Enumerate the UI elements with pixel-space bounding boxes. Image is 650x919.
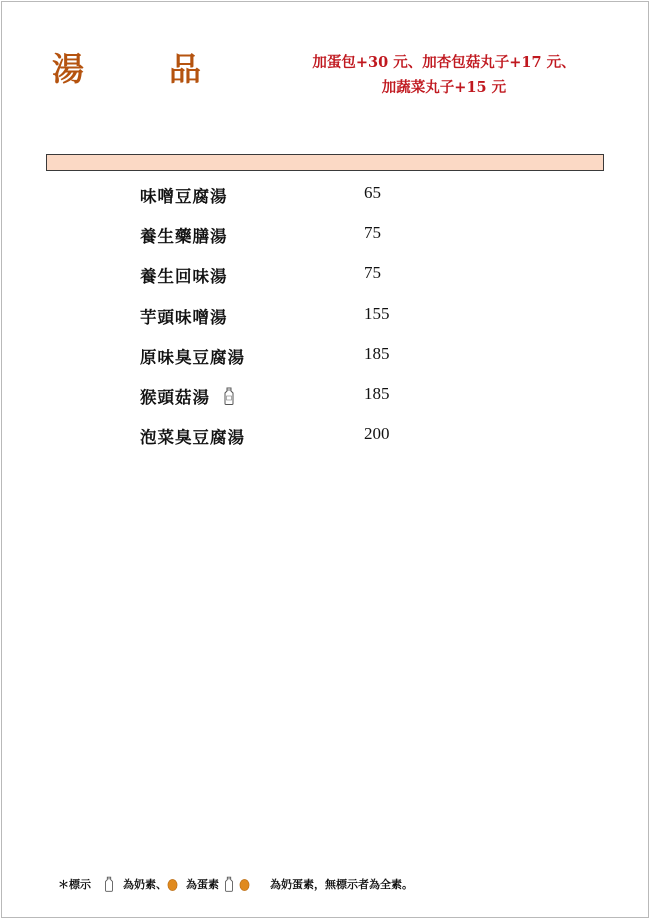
menu-item-price: 75 xyxy=(364,263,381,283)
menu-item xyxy=(140,421,500,461)
legend-suffix: 為奶蛋素，無標示者為全素。 xyxy=(270,878,413,891)
egg-icon xyxy=(167,878,178,891)
menu-list xyxy=(140,180,500,461)
title-char-2: 品 xyxy=(169,50,203,88)
menu-item-name: 養生藥膳湯 xyxy=(140,227,228,247)
menu-item-price: 155 xyxy=(364,303,390,323)
addon-line-2: 加蔬菜丸子+15 元 xyxy=(381,79,507,96)
menu-item xyxy=(140,301,500,341)
menu-item-name: 養生回味湯 xyxy=(140,267,228,287)
addon-notes xyxy=(288,50,600,100)
legend-milk-label: 為奶素、 xyxy=(123,878,167,891)
menu-item-price: 75 xyxy=(364,223,381,243)
menu-item-price: 65 xyxy=(364,183,381,202)
addon-line-1: 加蛋包+30 元、加杏包菇丸子+17 元、 xyxy=(312,54,576,71)
menu-item xyxy=(140,220,500,260)
menu-item-name-group xyxy=(140,384,236,408)
menu-item-name: 泡菜臭豆腐湯 xyxy=(140,428,245,448)
menu-item xyxy=(140,180,500,220)
egg-icon xyxy=(239,878,250,891)
legend-prefix: ＊標示 xyxy=(58,878,91,891)
menu-item xyxy=(140,341,500,381)
title-char-1: 湯 xyxy=(52,50,86,88)
menu-item-price: 185 xyxy=(364,383,390,403)
legend-footer xyxy=(58,876,413,892)
milk-bottle-icon xyxy=(103,876,115,892)
page-title xyxy=(52,44,202,90)
menu-item-name: 芋頭味噌湯 xyxy=(140,307,228,327)
menu-item-price: 185 xyxy=(364,343,390,363)
milk-bottle-icon xyxy=(222,387,236,405)
menu-item xyxy=(140,381,500,421)
menu-item-name: 味噌豆腐湯 xyxy=(140,187,228,206)
section-header-bar xyxy=(46,154,604,171)
menu-item xyxy=(140,260,500,300)
menu-item-name: 猴頭菇湯 xyxy=(140,387,210,407)
menu-item-name: 原味臭豆腐湯 xyxy=(140,347,245,367)
milk-bottle-icon xyxy=(223,876,235,892)
menu-item-price: 200 xyxy=(364,424,390,444)
legend-egg-label: 為蛋素 xyxy=(186,878,219,891)
